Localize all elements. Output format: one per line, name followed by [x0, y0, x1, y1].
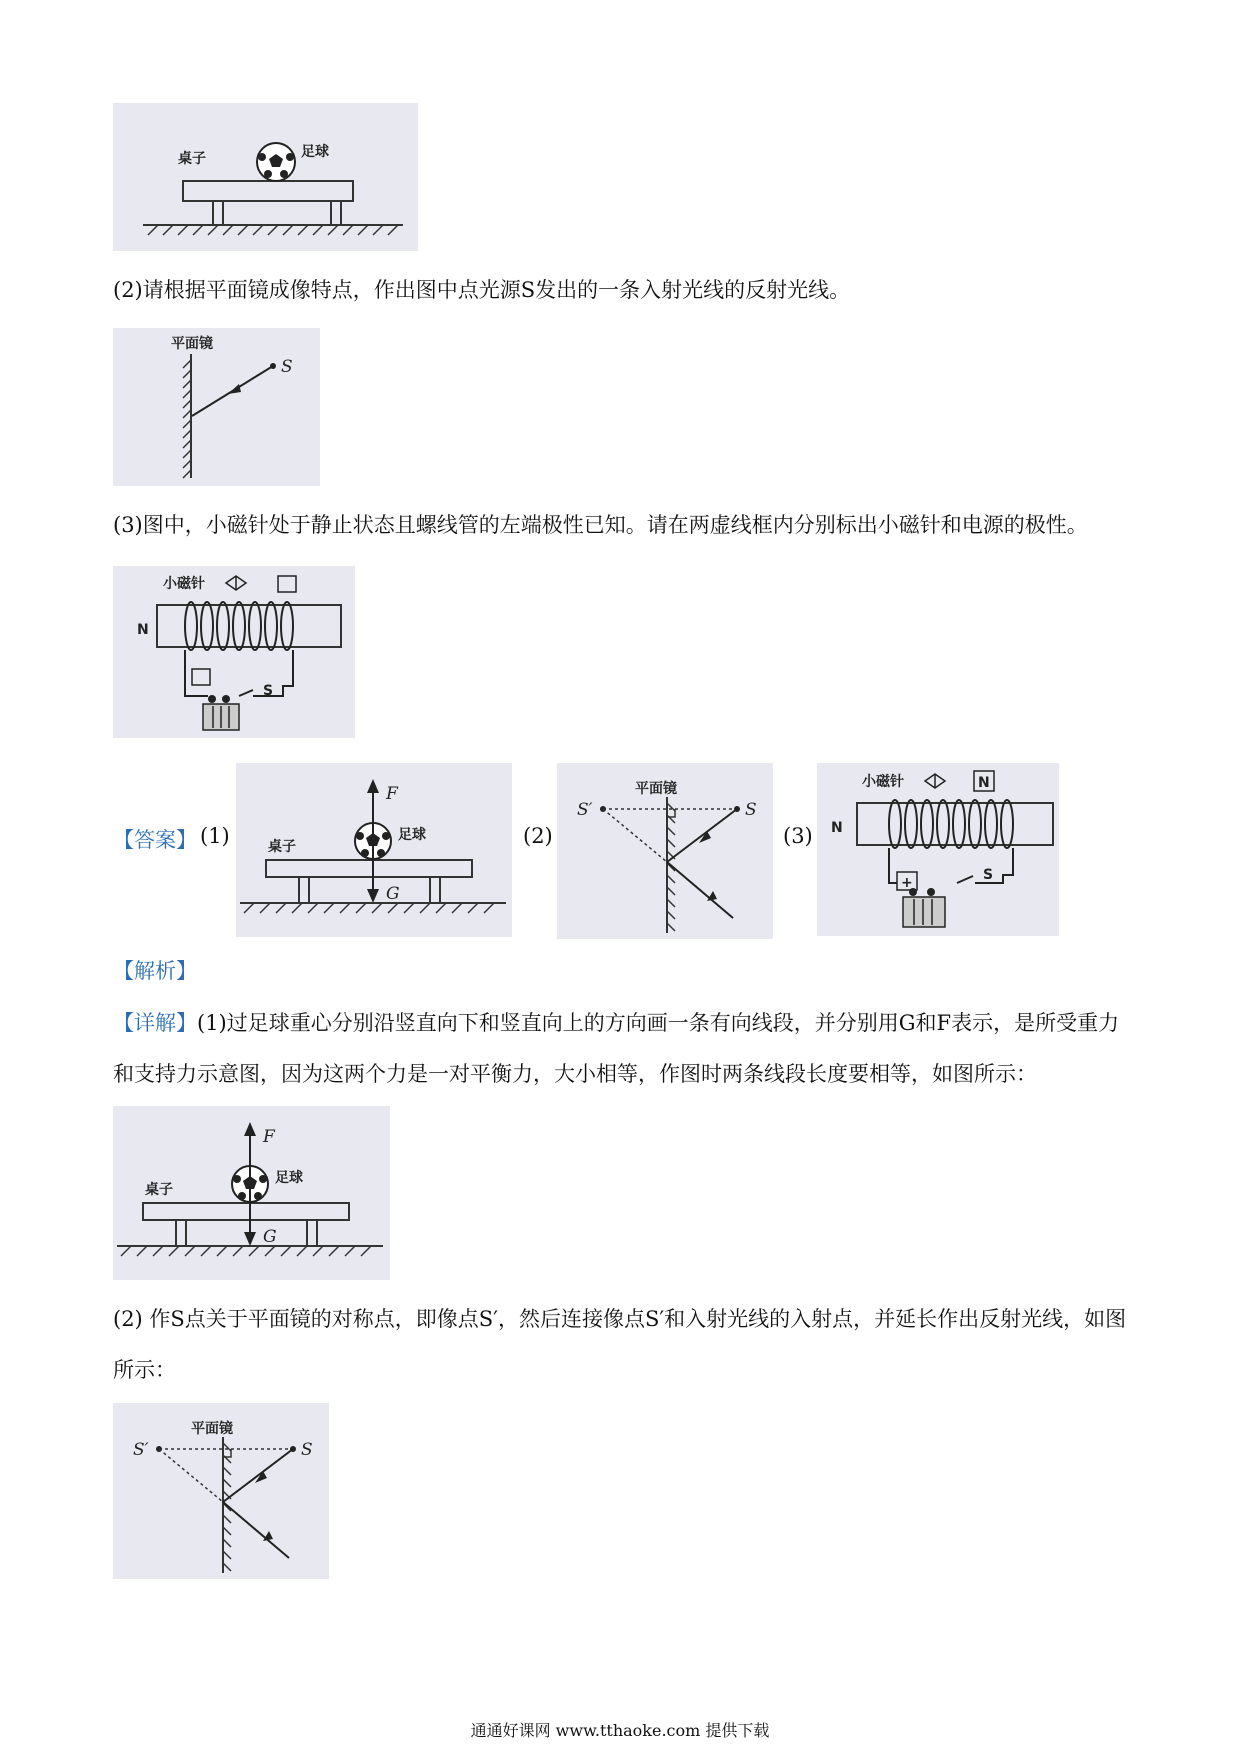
force-G-label: G — [263, 1227, 277, 1247]
detail-figure-forces — [113, 1106, 390, 1280]
detail-label: 【详解】 — [113, 1011, 197, 1035]
coil-pole-label: N — [831, 820, 843, 836]
mirror-label: 平面镜 — [635, 781, 677, 797]
image-point-label: S′ — [133, 1440, 149, 1460]
question-2-text: 请根据平面镜成像特点，作出图中点光源S发出的一条入射光线的反射光线。 — [142, 278, 851, 302]
question-3-text: 图中，小磁针处于静止状态且螺线管的左端极性已知。请在两虚线框内分别标出小磁针和电源的极性。 — [142, 513, 1088, 537]
switch-label: S — [263, 683, 274, 699]
mirror-label: 平面镜 — [171, 336, 213, 352]
analysis-label: 【解析】 — [113, 959, 197, 983]
answer-figure-forces — [236, 763, 512, 937]
needle-pole-label: N — [978, 775, 990, 791]
coil-pole-label: N — [137, 622, 149, 638]
football-icon — [257, 143, 295, 181]
detail-figure-reflection — [113, 1403, 329, 1579]
mirror-label: 平面镜 — [191, 1421, 233, 1437]
force-F-label: F — [263, 1127, 275, 1147]
ball-label: 足球 — [275, 1170, 303, 1186]
answer-figure-solenoid — [817, 763, 1059, 936]
ball-label: 足球 — [301, 144, 329, 160]
question-3-number: (3) — [113, 513, 143, 537]
force-G-label: G — [386, 884, 400, 904]
table-label: 桌子 — [178, 151, 206, 167]
question-3 — [113, 510, 1088, 540]
needle-label: 小磁针 — [862, 774, 904, 790]
figure-solenoid — [113, 566, 355, 738]
image-point-label: S′ — [577, 800, 593, 820]
question-2-number: (2) — [113, 278, 143, 302]
answer-1-number: (1) — [200, 824, 230, 848]
table-label: 桌子 — [145, 1182, 173, 1198]
answer-figure-reflection — [557, 763, 773, 939]
figure-plane-mirror — [113, 328, 320, 486]
battery-pole-label: + — [901, 875, 913, 891]
figure-table-football — [113, 103, 418, 251]
source-label: S — [745, 800, 757, 820]
source-label: S — [301, 1440, 313, 1460]
ball-label: 足球 — [398, 827, 426, 843]
switch-label: S — [983, 867, 994, 883]
detail-text-1: (1)过足球重心分别沿竖直向下和竖直向上的方向画一条有向线段，并分别用G和F表示，是所受重力和支持力示意图，因为这两个力是一对平衡力，大小相等，作图时两条线段长度要相等，如图所示： — [113, 1011, 1120, 1086]
force-F-label: F — [386, 784, 398, 804]
table-label: 桌子 — [268, 839, 296, 855]
answer-3-number: (3) — [783, 824, 813, 848]
answer-label: 【答案】 — [113, 828, 197, 852]
detail-paragraph-2: (2) 作S点关于平面镜的对称点，即像点S′，然后连接像点S′和入射光线的入射点，并延长作出反射光线，如图所示： — [113, 1307, 1127, 1382]
page-footer: 通通好课网 www.tthaoke.com 提供下载 — [470, 1721, 770, 1740]
source-label: S — [281, 357, 293, 377]
answer-2-number: (2) — [523, 824, 553, 848]
detail-paragraph-1 — [113, 998, 1133, 1100]
needle-label: 小磁针 — [163, 576, 205, 592]
question-2 — [113, 275, 850, 305]
